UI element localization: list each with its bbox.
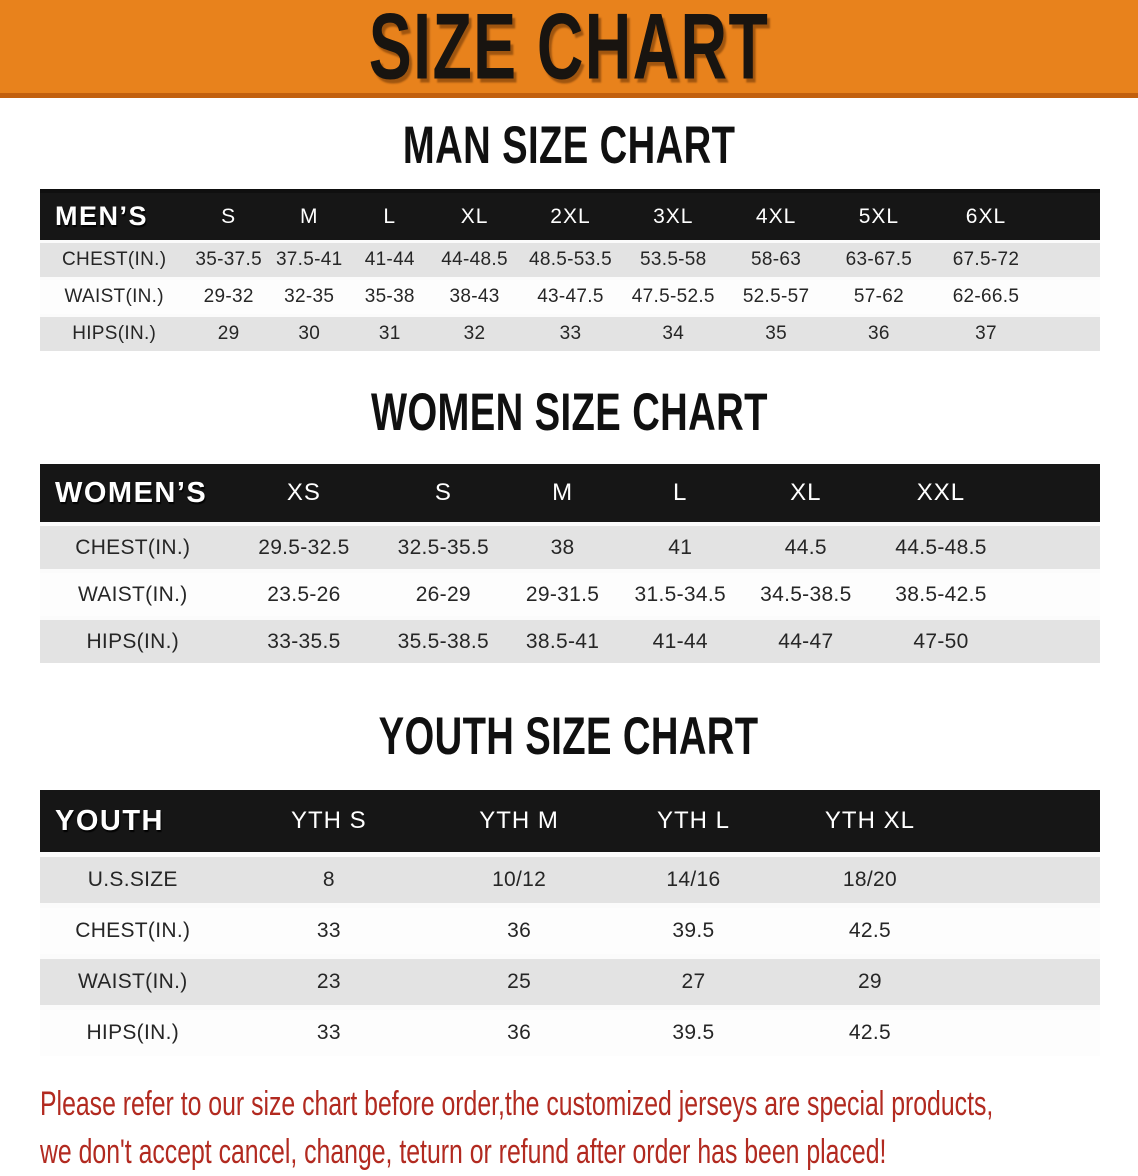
size-value-cell: 35-38 [349,279,430,316]
size-column-header: YTH M [432,790,606,855]
size-value-cell: 18/20 [781,855,959,906]
size-column-header: YTH S [226,790,433,855]
spacer-cell [1042,191,1100,242]
youth-section-heading [0,663,1138,790]
spacer-cell [1010,618,1100,663]
size-column-header: S [382,464,504,524]
size-value-cell: 35 [725,316,828,352]
measurement-row-label: WAIST(IN.) [40,957,226,1008]
size-column-header: L [349,191,430,242]
size-value-cell: 33 [519,316,622,352]
size-column-header: XS [226,464,383,524]
size-value-cell: 38 [504,524,621,571]
group-label: WOMEN’S [40,464,226,524]
size-value-cell: 29-31.5 [504,571,621,618]
men-size-table [40,189,1100,351]
size-value-cell: 23 [226,957,433,1008]
size-value-cell: 31.5-34.5 [621,571,740,618]
disclaimer-line-2: we don't accept cancel, change, teturn or refund after order has been placed! [40,1133,887,1171]
size-value-cell: 33 [226,1008,433,1057]
size-value-cell: 31 [349,316,430,352]
spacer-cell [959,906,1100,957]
measurement-row-label: CHEST(IN.) [40,906,226,957]
size-value-cell: 37.5-41 [269,242,350,279]
size-value-cell: 38.5-42.5 [872,571,1010,618]
measurement-row-label: CHEST(IN.) [40,242,188,279]
size-value-cell: 44-47 [740,618,873,663]
measurement-row-label: CHEST(IN.) [40,524,226,571]
size-value-cell: 29-32 [188,279,269,316]
size-value-cell: 62-66.5 [930,279,1041,316]
spacer-cell [1042,316,1100,352]
spacer-cell [959,790,1100,855]
group-label: MEN’S [40,191,188,242]
women-section-heading-text: WOMEN SIZE CHART [370,383,768,443]
size-value-cell: 32 [430,316,519,352]
size-value-cell: 33-35.5 [226,618,383,663]
table-row [40,316,1100,352]
spacer-cell [959,1008,1100,1057]
table-row [40,906,1100,957]
size-column-header: S [188,191,269,242]
size-value-cell: 38-43 [430,279,519,316]
measurement-row-label: HIPS(IN.) [40,316,188,352]
size-column-header: 5XL [828,191,931,242]
size-value-cell: 44.5 [740,524,873,571]
table-row [40,279,1100,316]
size-value-cell: 32-35 [269,279,350,316]
size-value-cell: 53.5-58 [622,242,725,279]
table-header-row [40,464,1100,524]
size-column-header: YTH L [606,790,781,855]
size-value-cell: 37 [930,316,1041,352]
women-size-table [40,464,1100,663]
size-value-cell: 52.5-57 [725,279,828,316]
group-label: YOUTH [40,790,226,855]
size-value-cell: 35-37.5 [188,242,269,279]
spacer-cell [1010,464,1100,524]
size-chart-banner [0,0,1138,98]
youth-size-table [40,790,1100,1056]
size-value-cell: 44.5-48.5 [872,524,1010,571]
size-value-cell: 32.5-35.5 [382,524,504,571]
size-value-cell: 63-67.5 [828,242,931,279]
table-header-row [40,790,1100,855]
table-row [40,524,1100,571]
youth-section-heading-text: YOUTH SIZE CHART [379,707,759,767]
youth-section [0,663,1138,1056]
measurement-row-label: WAIST(IN.) [40,571,226,618]
size-column-header: YTH XL [781,790,959,855]
size-column-header: M [504,464,621,524]
size-value-cell: 39.5 [606,1008,781,1057]
size-value-cell: 29 [781,957,959,1008]
size-value-cell: 42.5 [781,1008,959,1057]
size-value-cell: 34.5-38.5 [740,571,873,618]
spacer-cell [1010,571,1100,618]
measurement-row-label: WAIST(IN.) [40,279,188,316]
size-column-header: 2XL [519,191,622,242]
size-value-cell: 42.5 [781,906,959,957]
size-column-header: M [269,191,350,242]
size-value-cell: 29 [188,316,269,352]
table-row [40,571,1100,618]
measurement-row-label: HIPS(IN.) [40,1008,226,1057]
size-value-cell: 44-48.5 [430,242,519,279]
size-value-cell: 57-62 [828,279,931,316]
men-section-heading [0,98,1138,189]
table-header-row [40,191,1100,242]
table-row [40,242,1100,279]
size-value-cell: 33 [226,906,433,957]
table-row [40,957,1100,1008]
size-column-header: 4XL [725,191,828,242]
women-section-heading [0,351,1138,464]
size-column-header: 3XL [622,191,725,242]
table-row [40,1008,1100,1057]
disclaimer-line-1: Please refer to our size chart before order,the customized jerseys are special products, [40,1085,994,1123]
banner-title: SIZE CHART [368,0,770,99]
size-value-cell: 27 [606,957,781,1008]
spacer-cell [959,855,1100,906]
spacer-cell [1010,524,1100,571]
men-section [0,98,1138,351]
men-section-heading-text: MAN SIZE CHART [402,116,736,176]
order-disclaimer-note [40,1080,1138,1176]
size-value-cell: 25 [432,957,606,1008]
size-value-cell: 38.5-41 [504,618,621,663]
measurement-row-label: HIPS(IN.) [40,618,226,663]
size-value-cell: 23.5-26 [226,571,383,618]
size-value-cell: 47.5-52.5 [622,279,725,316]
size-value-cell: 36 [432,906,606,957]
size-value-cell: 58-63 [725,242,828,279]
size-value-cell: 67.5-72 [930,242,1041,279]
size-value-cell: 41-44 [349,242,430,279]
size-value-cell: 36 [432,1008,606,1057]
measurement-row-label: U.S.SIZE [40,855,226,906]
size-value-cell: 29.5-32.5 [226,524,383,571]
size-column-header: XXL [872,464,1010,524]
spacer-cell [959,957,1100,1008]
women-section [0,351,1138,663]
table-row [40,855,1100,906]
size-value-cell: 8 [226,855,433,906]
size-value-cell: 39.5 [606,906,781,957]
size-value-cell: 14/16 [606,855,781,906]
size-value-cell: 30 [269,316,350,352]
size-column-header: XL [430,191,519,242]
size-value-cell: 26-29 [382,571,504,618]
spacer-cell [1042,279,1100,316]
size-column-header: L [621,464,740,524]
size-value-cell: 35.5-38.5 [382,618,504,663]
size-column-header: 6XL [930,191,1041,242]
size-column-header: XL [740,464,873,524]
size-value-cell: 43-47.5 [519,279,622,316]
table-row [40,618,1100,663]
spacer-cell [1042,242,1100,279]
size-value-cell: 10/12 [432,855,606,906]
size-value-cell: 41 [621,524,740,571]
size-value-cell: 34 [622,316,725,352]
size-value-cell: 48.5-53.5 [519,242,622,279]
size-value-cell: 41-44 [621,618,740,663]
size-value-cell: 36 [828,316,931,352]
size-value-cell: 47-50 [872,618,1010,663]
